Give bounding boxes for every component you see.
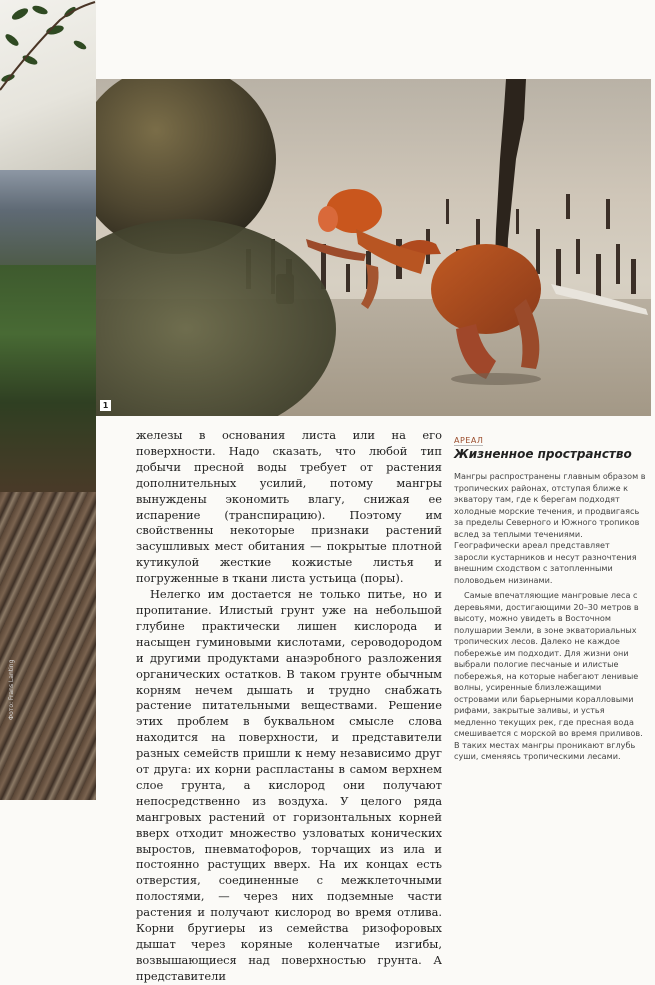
sidebar-paragraph: Мангры распространены главным образом в тропических районах, отступая ближе к экватору там, где к берегам подходят холодные морские течения, и продвигаясь за пределы Северного и Южного тропиков вслед за теплыми течениями. Географически ареал представляет заросли кустарников и несут разночтения внешним сходством с затопленными половодьем низинами.: [454, 471, 646, 585]
roots-photo-segment: [0, 492, 96, 800]
sidebar-tag: АРЕАЛ: [454, 436, 484, 445]
left-photo-strip: [0, 0, 96, 800]
sidebar-paragraph: Самые впечатляющие мангровые леса с деревьями, достигающими 20–30 метров в высоту, можно увидеть в Восточном полушарии Земли, в зоне экваториальных тропических лесов. Далеко не каждое побережье им подходит. Для жизни они выбрали пологие песчаные и илистые побережья, на которые набегают ленивые волны, усиренные близлежащими островами или барьерными коралловыми рифами, закрытые заливы, и устья медленно текущих рек, где пресная вода смешивается с морской во время приливов. В таких местах мангры проникают вглубь суши, сменяясь тропическими лесами.: [454, 590, 643, 761]
article-paragraph: Нелегко им достается не только питье, но и пропитание. Илистый грунт уже на небольшой глубине практически лишен кислорода и насыщен гуминовыми кислотами, сероводородом и другими продуктами анаэробного разложения органических остатков. В таком грунте обычным корням нечем дышать и трудно снабжать растение питательными веществами. Решение этих проблем в буквальном смысле слова находится на поверхности, и представители разных семейств пришли к нему независимо друг от друга: их корни распластаны в самом верхнем слое грунта, а кислород они получают непосредственно из воздуха. У целого ряда мангровых растений от горизонтальных корней вверх отходит множество узловатых конических выростов, пневматофоров, торчащих из ила и постоянно растущих вверх. На их концах есть отверстия, соединенные с межклеточными полостями, — через них подземные части растения и получают кислород во время отлива. Корни бругиеры из семейства ризофоровых дышат через коряные коленчатые изгибы, возвышающиеся над поверхностью грунта. А представители: [136, 587, 442, 983]
forest-photo-segment: [0, 265, 96, 495]
article-paragraph: железы в основания листа или на его поверхности. Надо сказать, что любой тип добычи пресной воды требует от растения дополнительных усилий, потому мангры вынуждены экономить влагу, снижая ее испарение (транспирацию). Поэтому им свойственны некоторые признаки растений засушливых мест обитания — покрытые плотной кутикулой жесткие кожистые листья и погруженные в ткани листа устьица (поры).: [136, 428, 442, 586]
sidebar-title: Жизненное пространство: [454, 447, 632, 461]
photo-credit: Фото: Frans Lanting: [8, 659, 15, 720]
photo-number: 1: [100, 400, 111, 411]
leaves-illustration: [0, 0, 96, 120]
article-body: [136, 428, 442, 985]
sidebar-box: [454, 428, 646, 763]
proboscis-monkey-photo: [96, 79, 651, 416]
photo-illustration: [96, 79, 651, 416]
mountain-photo-segment: [0, 170, 96, 270]
